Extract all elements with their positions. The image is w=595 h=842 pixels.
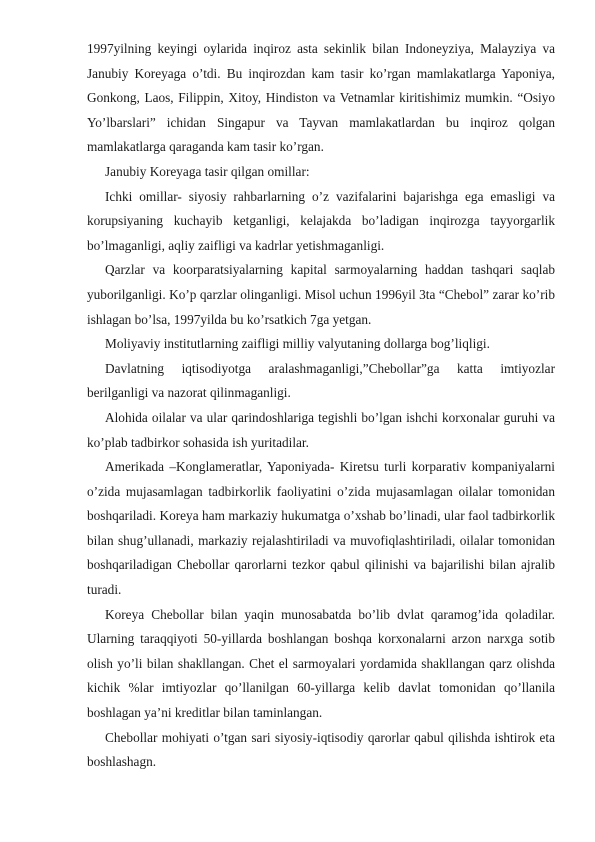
paragraph-4: Qarzlar va koorparatsiyalarning kapital sarmoyalarning haddan tashqari saqlab yuborilganligi. Ko’p qarzlar olinganligi. Misol uchun 1996yil 3ta “Chebol” zarar ko’rib ishlagan bo’lsa, 1997yilda bu ko’rsatkich 7ga yetgan. bbox=[87, 262, 555, 327]
paragraph-7: Alohida oilalar va ular qarindoshlariga tegishli bo’lgan ishchi korxonalar guruhi va ko’plab tadbirkor sohasida ish yuritadilar. bbox=[87, 409, 555, 450]
paragraph-8: Amerikada –Konglameratlar, Yaponiyada- Kiretsu turli korparativ kompaniyalarni o’zida mujasamlagan tadbirkorlik faoliyatini o’zida mujasamlagan oilalar tomonidan boshqariladi. Koreya ham markaziy hukumatga o’xshab bo’linadi, ular faol tadbirkorlik bilan shug’ullanadi, markaziy rejalashtiriladi va muvofiqlashtiriladi, oilalar tomonidan boshqariladigan Chebollar qarorlarni tezkor qabul qilinishi va bajarilishi bilan ajralib turadi. bbox=[87, 459, 555, 598]
document-page bbox=[87, 37, 555, 775]
paragraph-10: Chebollar mohiyati o’tgan sari siyosiy-iqtisodiy qarorlar qabul qilishda ishtirok eta boshlashagn. bbox=[87, 729, 555, 770]
paragraph-1: 1997yilning keyingi oylarida inqiroz asta sekinlik bilan Indoneyziya, Malayziya va Janubiy Koreyaga o’tdi. Bu inqirozdan kam tasir ko’rgan mamlakatlarga Yaponiya, Gonkong, Laos, Filippin, Xitoy, Hindiston va Vetnamlar kiritishimiz mumkin. “Osiyo Yo’lbarslari” ichidan Singapur va Tayvan mamlakatlardan bu inqiroz qolgan mamlakatlarga qaraganda kam tasir ko’rgan. bbox=[87, 41, 555, 155]
paragraph-2: Janubiy Koreyaga tasir qilgan omillar: bbox=[105, 163, 310, 179]
paragraph-6: Davlatning iqtisodiyotga aralashmaganligi,”Chebollar”ga katta imtiyozlar berilganligi va nazorat qilinmaganligi. bbox=[87, 360, 555, 401]
paragraph-5: Moliyaviy institutlarning zaifligi milliy valyutaning dollarga bog’liqligi. bbox=[105, 336, 490, 352]
paragraph-3: Ichki omillar- siyosiy rahbarlarning o’z vazifalarini bajarishga ega emasligi va korupsiyaning kuchayib ketganligi, kelajakda bo’ladigan inqirozga tayyorgarlik bo’lmaganligi, aqliy zaifligi va kadrlar yetishmaganligi. bbox=[87, 188, 555, 253]
paragraph-9: Koreya Chebollar bilan yaqin munosabatda bo’lib dvlat qaramog’ida qoladilar. Ularning taraqqiyoti 50-yillarda boshlangan boshqa korxonalarni arzon narxga sotib olish yo’li bilan shakllangan. Chet el sarmoyalari yordamida shakllangan qarz olishda kichik %lar imtiyozlar qo’llanilgan 60-yillarga kelib davlat tomonidan qo’llanila boshlagan ya’ni kreditlar bilan taminlangan. bbox=[87, 606, 555, 721]
